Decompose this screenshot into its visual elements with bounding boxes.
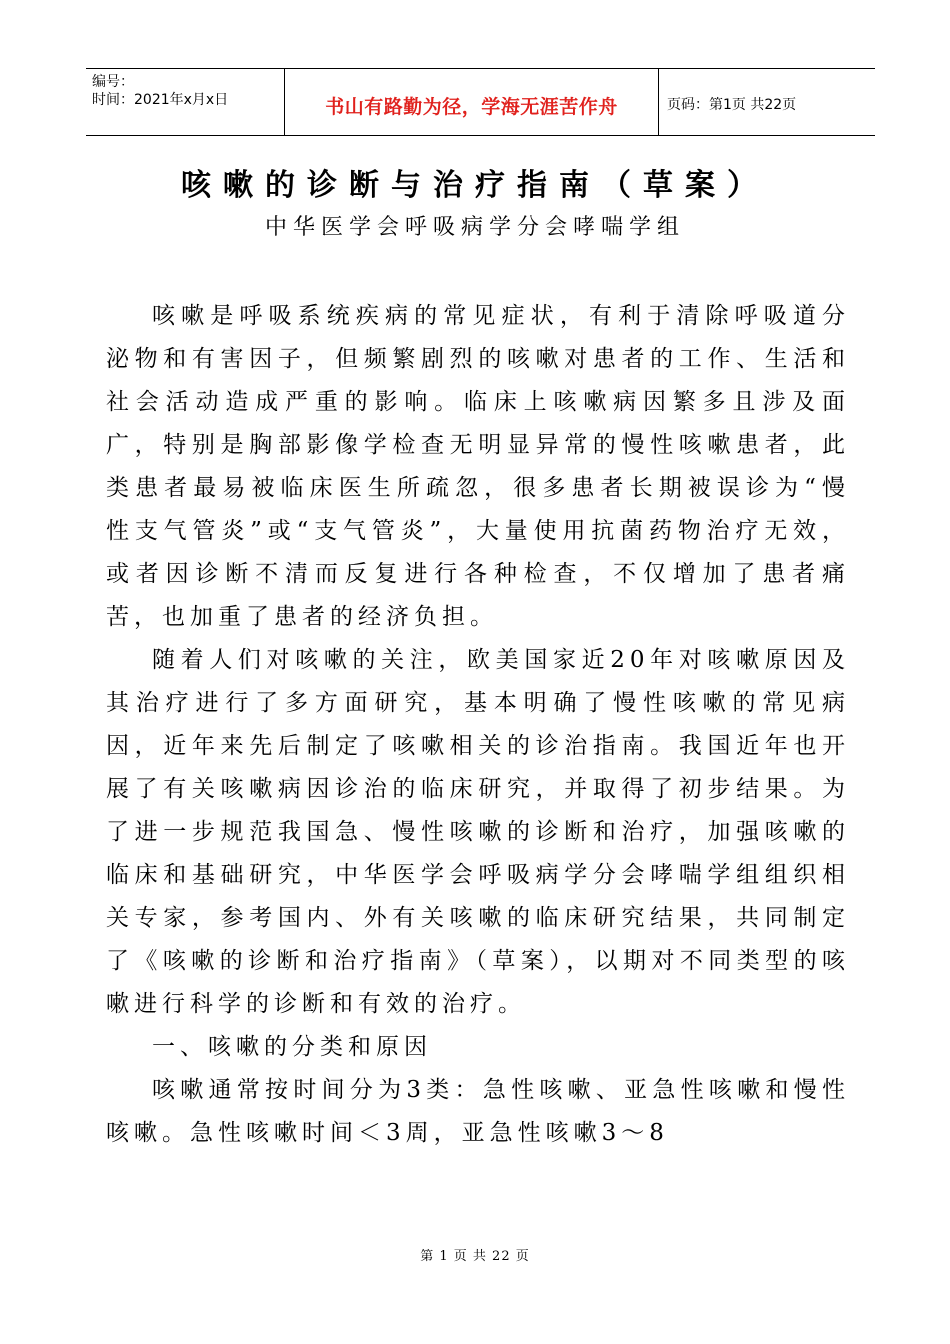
header-page-cell (659, 69, 875, 135)
document-subtitle: 中华医学会呼吸病学分会哮喘学组 (264, 215, 685, 240)
page-footer: 第 1 页 共 22 页 (420, 1249, 530, 1264)
document-time-label: 时间：2021年x月x日 (92, 92, 229, 108)
document-body (106, 295, 850, 1155)
body-paragraph: 随着人们对咳嗽的关注，欧美国家近20年对咳嗽原因及其治疗进行了多方面研究，基本明确了慢性咳嗽的常见病因，近年来先后制定了咳嗽相关的诊治指南。我国近年也开展了有关咳嗽病因诊治的临床研究，并取得了初步结果。为了进一步规范我国急、慢性咳嗽的诊断和治疗，加强咳嗽的临床和基础研究，中华医学会呼吸病学分会哮喘学组组织相关专家，参考国内、外有关咳嗽的临床研究结果，共同制定了《咳嗽的诊断和治疗指南》（草案），以期对不同类型的咳嗽进行科学的诊断和有效的治疗。 (106, 647, 850, 1017)
document-title: 咳嗽的诊断与治疗指南（草案） (181, 168, 769, 203)
page-header (86, 68, 875, 136)
body-paragraph: 咳嗽通常按时间分为3类：急性咳嗽、亚急性咳嗽和慢性咳嗽。急性咳嗽时间＜3周，亚急性咳嗽3～8 (106, 1077, 850, 1146)
header-motto-cell (285, 69, 659, 135)
body-paragraph: 咳嗽是呼吸系统疾病的常见症状，有利于清除呼吸道分泌物和有害因子，但频繁剧烈的咳嗽对患者的工作、生活和社会活动造成严重的影响。临床上咳嗽病因繁多且涉及面广，特别是胸部影像学检查无明显异常的慢性咳嗽患者，此类患者最易被临床医生所疏忽，很多患者长期被误诊为“慢性支气管炎”或“支气管炎”，大量使用抗菌药物治疗无效，或者因诊断不清而反复进行各种检查，不仅增加了患者痛苦，也加重了患者的经济负担。 (106, 303, 850, 630)
header-motto: 书山有路勤为径，学海无涯苦作舟 (325, 95, 618, 118)
header-page-info: 页码：第1页 共22页 (667, 97, 797, 113)
document-number-label: 编号： (92, 74, 134, 90)
header-meta-cell (86, 69, 285, 135)
section-heading: 一、咳嗽的分类和原因 (152, 1034, 432, 1060)
